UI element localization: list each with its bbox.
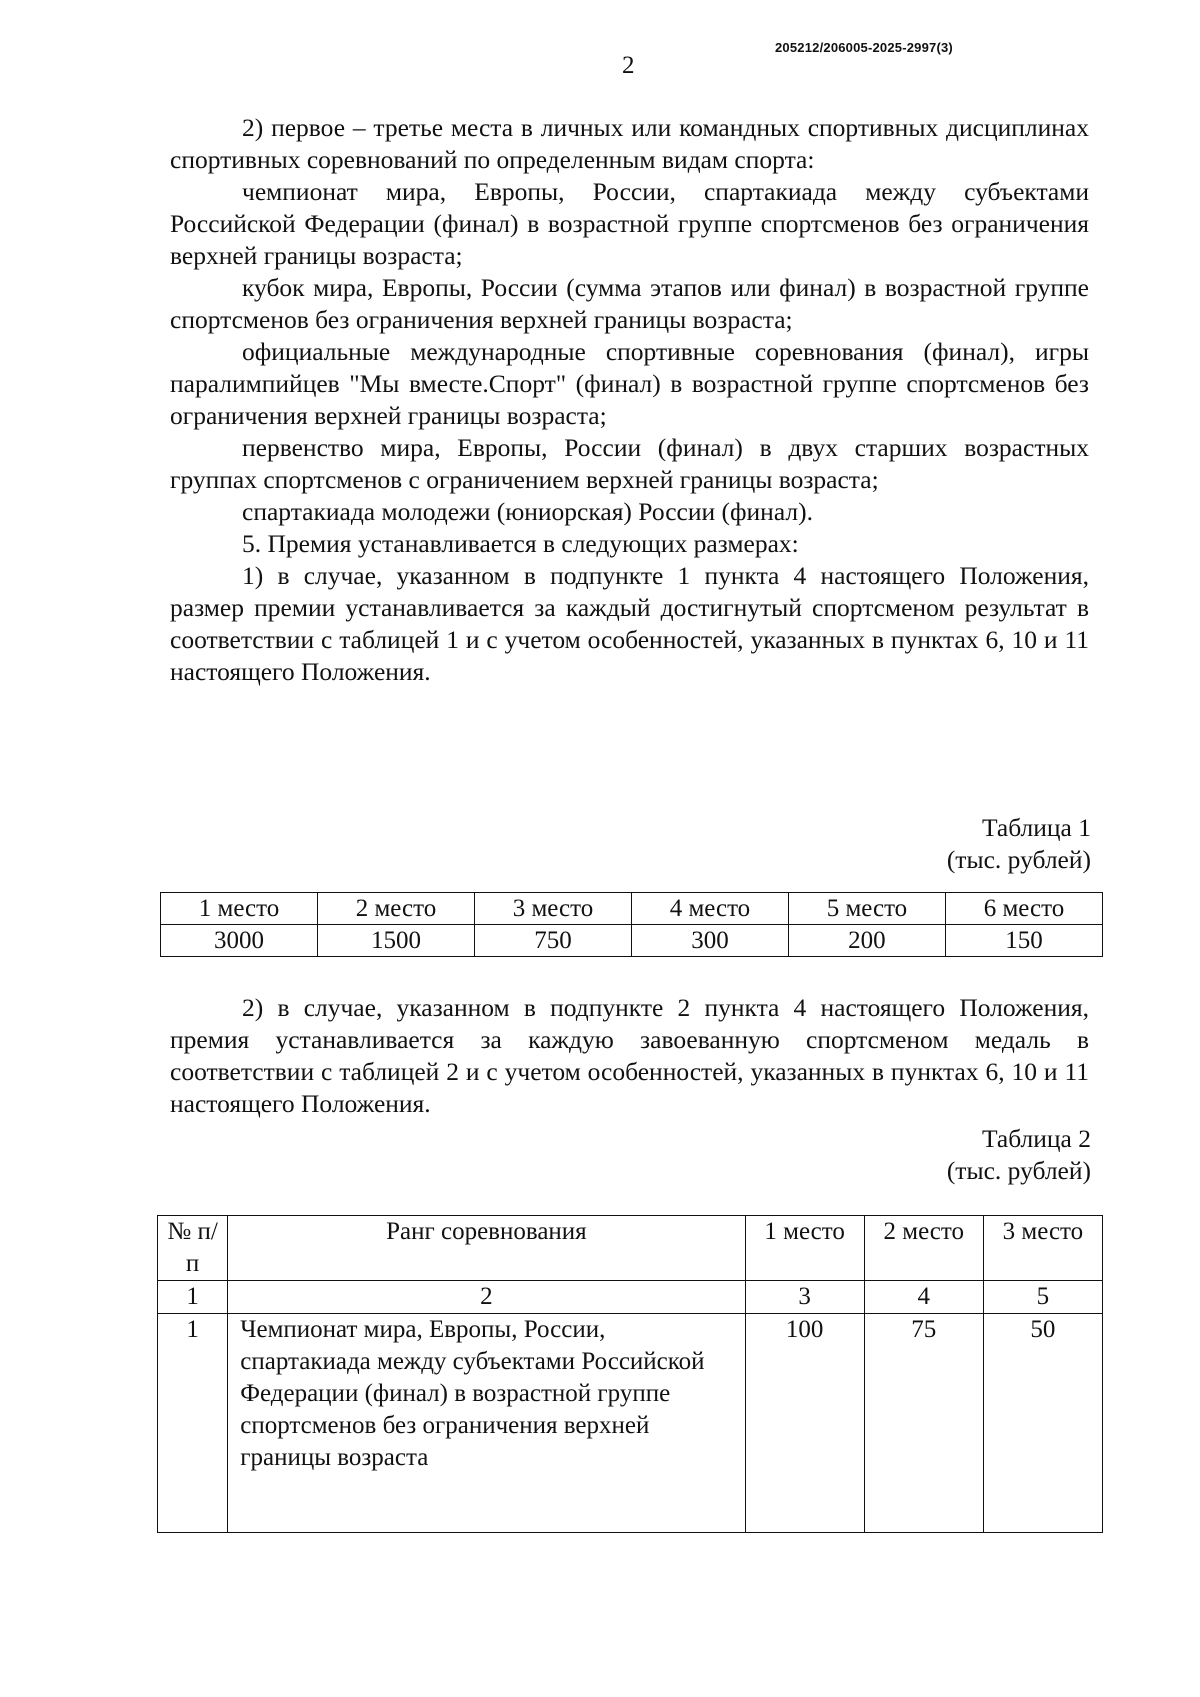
table1-header-cell: 4 место bbox=[631, 893, 788, 925]
table2-header-place-1: 1 место bbox=[745, 1216, 864, 1281]
table2-caption: Таблица 2 bbox=[981, 1124, 1091, 1153]
table2-index-cell: 5 bbox=[983, 1281, 1102, 1314]
table2-caption-block bbox=[947, 1123, 1091, 1187]
table1-header-cell: 1 место bbox=[161, 893, 318, 925]
paragraph-case-2: 2) в случае, указанном в подпункте 2 пункта 4 настоящего Положения, премия устанавливается за каждую завоеванную спортсменом медаль в соответствии с таблицей 2 и с учетом особенностей, указанных в пунктах 6, 10 и 11 настоящего Положения. bbox=[170, 993, 1089, 1118]
paragraph-championship: чемпионат мира, Европы, России, спартакиада между субъектами Российской Федерации (финал) в возрастной группе спортсменов без ограничения верхней границы возраста; bbox=[170, 177, 1089, 270]
table2-row-place-3: 50 bbox=[983, 1314, 1102, 1533]
table1-value-row bbox=[161, 925, 1103, 957]
body-text bbox=[170, 112, 1089, 688]
table1-header-row bbox=[161, 893, 1103, 925]
paragraph-case-2-block bbox=[170, 992, 1089, 1120]
table2-index-cell: 4 bbox=[864, 1281, 983, 1314]
page-number: 2 bbox=[622, 52, 635, 79]
paragraph-first-place: первенство мира, Европы, России (финал) в двух старших возрастных группах спортсменов с ограничением верхней границы возраста; bbox=[170, 433, 1089, 494]
table2-index-cell: 3 bbox=[745, 1281, 864, 1314]
table1-unit: (тыс. рублей) bbox=[946, 845, 1091, 874]
paragraph-subitem-2: 2) первое – третье места в личных или командных спортивных дисциплинах спортивных соревнований по определенным видам спорта: bbox=[170, 113, 1089, 174]
table-2 bbox=[157, 1215, 1103, 1533]
paragraph-case-1: 1) в случае, указанном в подпункте 1 пункта 4 настоящего Положения, размер премии устанавливается за каждый достигнутый спортсменом результат в соответствии с таблицей 1 и с учетом особенностей, указанных в пунктах 6, 10 и 11 настоящего Положения. bbox=[170, 561, 1089, 686]
table1-header-cell: 3 место bbox=[474, 893, 631, 925]
table2-row-place-2: 75 bbox=[864, 1314, 983, 1533]
table1-header-cell: 5 место bbox=[788, 893, 945, 925]
table1-value-cell: 300 bbox=[631, 925, 788, 957]
table2-row-num: 1 bbox=[158, 1314, 228, 1533]
table1-value-cell: 750 bbox=[474, 925, 631, 957]
table1-header-cell: 6 место bbox=[945, 893, 1102, 925]
table-1 bbox=[160, 892, 1103, 957]
table2-header-place-3: 3 место bbox=[983, 1216, 1102, 1281]
table1-value-cell: 150 bbox=[945, 925, 1102, 957]
table2-row-rank: Чемпионат мира, Европы, России, спартакиада между субъектами Российской Федерации (финал) в возрастной группе спортсменов без ограничения верхней границы возраста bbox=[240, 1316, 705, 1471]
table2-header-rank: Ранг соревнования bbox=[228, 1216, 745, 1281]
table2-row-rank-cell bbox=[228, 1314, 745, 1533]
table2-row bbox=[158, 1314, 1103, 1533]
table1-header-cell: 2 место bbox=[317, 893, 474, 925]
table2-index-cell: 1 bbox=[158, 1281, 228, 1314]
table2-header-row bbox=[158, 1216, 1103, 1281]
table2-index-row bbox=[158, 1281, 1103, 1314]
table2-unit: (тыс. рублей) bbox=[946, 1156, 1091, 1185]
table1-value-cell: 3000 bbox=[161, 925, 318, 957]
table1-caption-block bbox=[947, 812, 1091, 876]
table2-header-num: № п/п bbox=[158, 1216, 228, 1281]
table1-value-cell: 1500 bbox=[317, 925, 474, 957]
table2-index-cell: 2 bbox=[228, 1281, 745, 1314]
table2-header-place-2: 2 место bbox=[864, 1216, 983, 1281]
document-code: 205212/206005-2025-2997(3) bbox=[775, 40, 953, 55]
table1-caption: Таблица 1 bbox=[981, 813, 1091, 842]
table2-row-place-1: 100 bbox=[745, 1314, 864, 1533]
paragraph-international: официальные международные спортивные соревнования (финал), игры паралимпийцев "Мы вместе.Спорт" (финал) в возрастной группе спортсменов без ограничения верхней границы возраста; bbox=[170, 337, 1089, 430]
paragraph-youth-spartakiad: спартакиада молодежи (юниорская) России (финал). bbox=[242, 497, 813, 526]
paragraph-cup: кубок мира, Европы, России (сумма этапов или финал) в возрастной группе спортсменов без ограничения верхней границы возраста; bbox=[170, 273, 1089, 334]
table1-value-cell: 200 bbox=[788, 925, 945, 957]
paragraph-section-5: 5. Премия устанавливается в следующих размерах: bbox=[242, 529, 799, 558]
